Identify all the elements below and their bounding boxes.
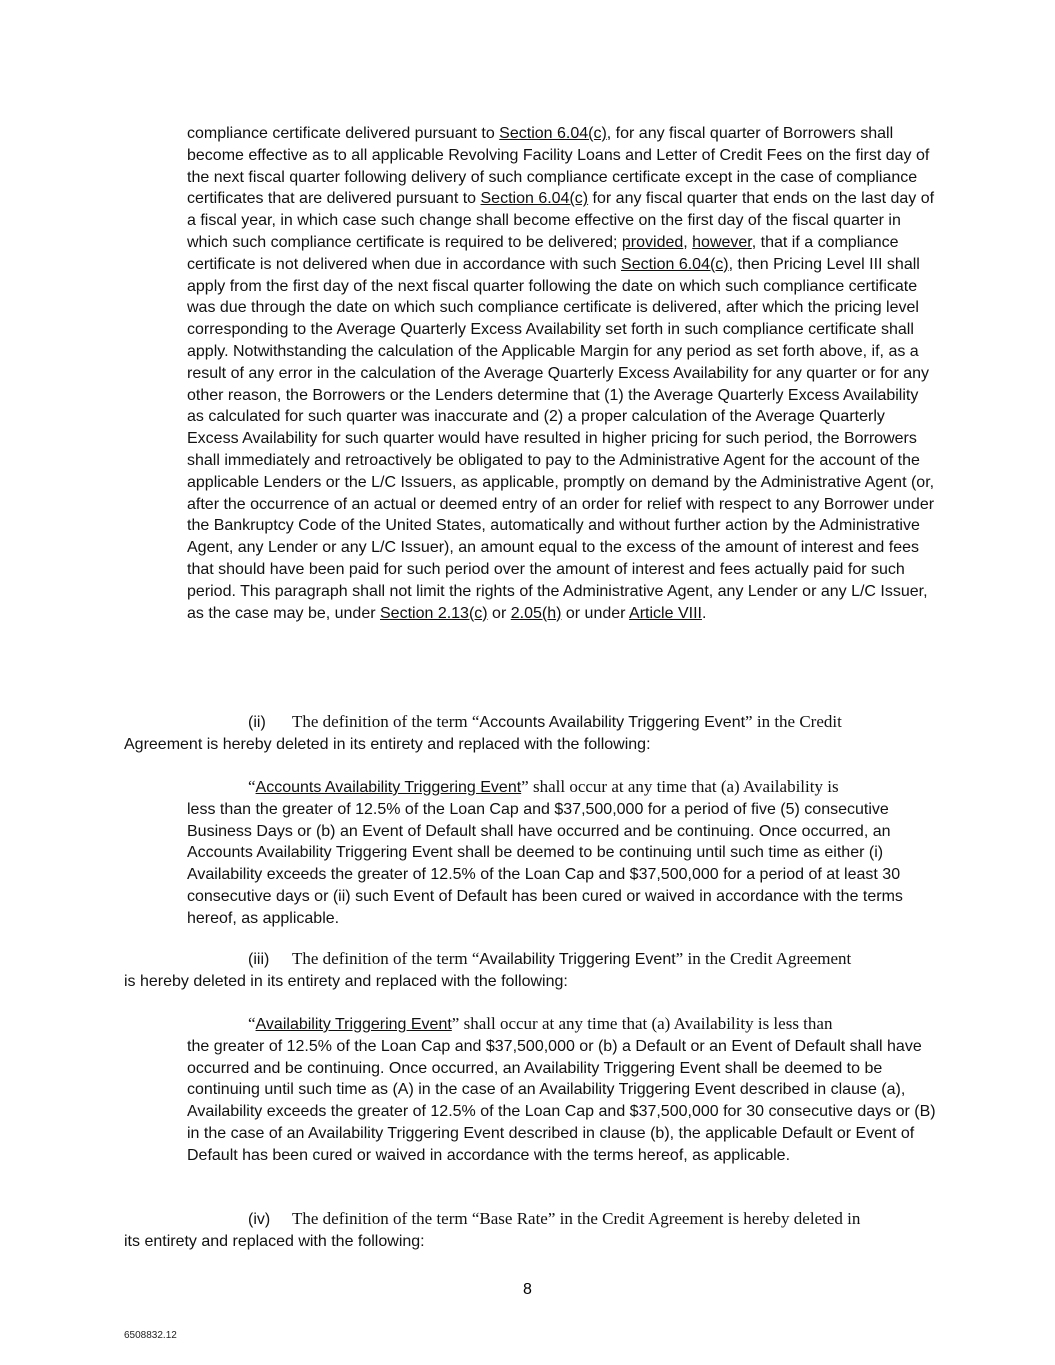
- paragraph-applicable-margin-continuation: [187, 123, 939, 624]
- defined-term: Availability Triggering Event: [255, 1016, 452, 1033]
- paragraph-line: Agreement is hereby deleted in its entirety and replaced with the following:: [124, 735, 651, 753]
- text-run: The definition of the term “: [292, 949, 480, 968]
- paragraph-line: [124, 711, 939, 734]
- text-run: compliance certificate delivered pursuant to: [187, 125, 500, 142]
- paragraph-body: the greater of 12.5% of the Loan Cap and $37,500,000 or (b) a Default or an Event of Default shall have occurred and be continuing. Once occurred, an Availability Triggering Event shall be deemed to be continuing until such time as (A) in the case of an Availability Triggering Event described in clause (a), Availability exceeds the greater of 12.5% of the Loan Cap and $37,500,000 for 30 consecutive days or (B) in the case of an Availability Triggering Event described in clause (b), the applicable Default or Event of Default has been cured or waived in accordance with the terms hereof, as applicable.: [187, 1037, 936, 1164]
- section-reference-link: Section 6.04(c): [621, 255, 729, 273]
- text-run: “: [248, 777, 256, 796]
- item-number: (iii): [248, 951, 270, 968]
- text-run: ” shall occur at any time that (a) Availability is less than: [451, 1014, 833, 1033]
- text-run: , then Pricing Level III shall apply from the first day of the next fiscal quarter following the date on which such compliance certificate was due through the date on which such compliance certificate is delivered, after which the pricing level corresponding to the Average Quarterly Excess Availability set forth in such compliance certificate shall apply. Notwithstanding the calculation of the Applicable Margin for any period as set forth above, if, as a result of any error in the calculation of the Average Quarterly Excess Availability for any quarter or for any other reason, the Borrowers or the Lenders determine that (1) the Average Quarterly Excess Availability as calculated for such quarter was inaccurate and (2) a proper calculation of the Average Quarterly Excess Availability for such quarter would have resulted in higher pricing for such period, the Borrowers shall immediately and retroactively be obligated to pay to the Administrative Agent for the account of the applicable Lenders or the L/C Issuers, as applicable, promptly on demand by the Administrative Agent (or, after the occurrence of an actual or deemed entry of an order for relief with respect to any Borrower under the Bankruptcy Code of the United States, automatically and without further action by the Administrative Agent, any Lender or any L/C Issuer), an amount equal to the excess of the amount of interest and fees that should have been paid for such period over the amount of interest and fees actually paid for such period. This paragraph shall not limit the rights of the Administrative Agent, any Lender or any L/C Issuer, as the case may be, under: [187, 255, 935, 622]
- text-run: or: [487, 604, 511, 622]
- section-reference-link: 2.05(h): [510, 604, 562, 622]
- text-run: ,: [683, 233, 693, 251]
- text-run: or under: [561, 604, 630, 622]
- section-reference-link: Section 2.13(c): [380, 604, 488, 622]
- text-run: ” in the Credit Agreement: [675, 949, 852, 968]
- paragraph-item-iii: [124, 948, 939, 993]
- text-run: “: [248, 1014, 256, 1033]
- however-term: however: [692, 233, 752, 251]
- paragraph-line: [124, 948, 939, 971]
- text-run: ” in the Credit: [745, 712, 842, 731]
- paragraph-item-ii: [124, 711, 939, 756]
- text-run: , for any fiscal quarter of Borrowers shall become effective as to all applicable Revolving Facility Loans and Letter of Credit Fees on the first day of the next fiscal quarter following delivery of such compliance certificate except in the case of compliance certificates that are delivered pursuant to: [187, 125, 930, 208]
- section-reference-link: Section 6.04(c): [480, 190, 589, 208]
- text-run: The definition of the term “: [292, 712, 480, 731]
- paragraph-line: [187, 776, 939, 799]
- text-run: The definition of the term “Base Rate” in the Credit Agreement is hereby deleted in: [292, 1209, 861, 1228]
- item-number: (iv): [248, 1211, 271, 1228]
- paragraph-line: its entirety and replaced with the following:: [124, 1232, 425, 1250]
- definition-accounts-availability-triggering-event: [187, 776, 939, 930]
- text-run: ” shall occur at any time that (a) Availability is: [521, 777, 839, 796]
- page-number: 8: [523, 1281, 532, 1298]
- paragraph-body: less than the greater of 12.5% of the Loan Cap and $37,500,000 for a period of five (5) consecutive Business Days or (b) an Event of Default shall have occurred and be continuing. Once occurred, an Accounts Availability Triggering Event shall be deemed to be continuing until such time as either (i) Availability exceeds the greater of 12.5% of the Loan Cap and $37,500,000 for a period of at least 30 consecutive days or (ii) such Event of Default has been cured or waived in accordance with the terms hereof, as applicable.: [187, 800, 903, 927]
- text-run: .: [701, 604, 707, 622]
- item-number: (ii): [248, 714, 266, 731]
- paragraph-line: [124, 1208, 939, 1231]
- defined-term: Availability Triggering Event: [479, 951, 676, 968]
- text-run: for any fiscal quarter that ends on the last day of a fiscal year, in which case such change shall become effective on the first day of the fiscal quarter in which such compliance certificate is required to be delivered;: [187, 190, 935, 251]
- document-id: 6508832.12: [124, 1330, 177, 1341]
- paragraph-item-iv: [124, 1208, 939, 1253]
- section-reference-link: Section 6.04(c): [499, 125, 607, 142]
- article-reference-link: Article VIII: [629, 604, 702, 622]
- defined-term: Accounts Availability Triggering Event: [479, 714, 746, 731]
- definition-availability-triggering-event: [187, 1013, 939, 1167]
- provided-term: provided: [621, 233, 684, 251]
- paragraph-line: [187, 1013, 939, 1036]
- text-run: , that if a compliance certificate is not delivered when due in accordance with such: [187, 233, 899, 273]
- defined-term: Accounts Availability Triggering Event: [255, 779, 522, 796]
- paragraph-line: is hereby deleted in its entirety and replaced with the following:: [124, 972, 568, 990]
